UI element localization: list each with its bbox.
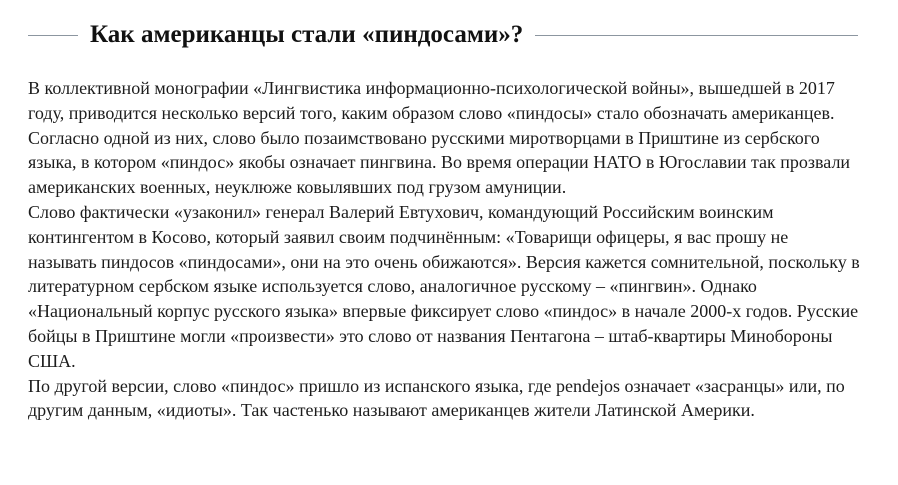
heading-left-rule xyxy=(28,35,78,36)
article-paragraph: Согласно одной из них, слово было позаимствовано русскими миротворцами в Приштине из сербского языка, в котором «пиндос» якобы означает пингвина. Во время операции НАТО в Югославии так прозвали американских военных, неуклюже ковылявших под грузом амуниции. xyxy=(28,127,851,198)
article-body xyxy=(28,76,860,423)
article-paragraph: Слово фактически «узаконил» генерал Валерий Евтухович, командующий Российским воинским контингентом в Косово, который заявил своим подчинённым: «Товарищи офицеры, я вас прошу не называть пиндосов «пиндосами», они на это очень обижаются». Версия кажется сомнительной, поскольку в литературном сербском языке используется слово, аналогичное русскому – «пингвин». Однако «Национальный корпус русского языка» впервые фиксирует слово «пиндос» в начале 2000-х годов. Русские бойцы в Приштине могли «произвести» это слово от названия Пентагона – штаб-квартиры Минобороны США. xyxy=(28,201,860,371)
article-heading xyxy=(28,16,858,54)
heading-right-rule xyxy=(535,35,858,36)
article-paragraph: В коллективной монографии «Лингвистика информационно-психологической войны», вышедшей в 2017 году, приводится несколько версий того, каким образом слово «пиндосы» стало обозначать американцев. xyxy=(28,78,835,123)
article-title: Как американцы стали «пиндосами»? xyxy=(90,21,524,48)
article-paragraph: По другой версии, слово «пиндос» пришло из испанского языка, где pendejos означает «засранцы» или, по другим данным, «идиоты». Так частенько называют американцев жители Латинской Америки. xyxy=(28,375,845,421)
